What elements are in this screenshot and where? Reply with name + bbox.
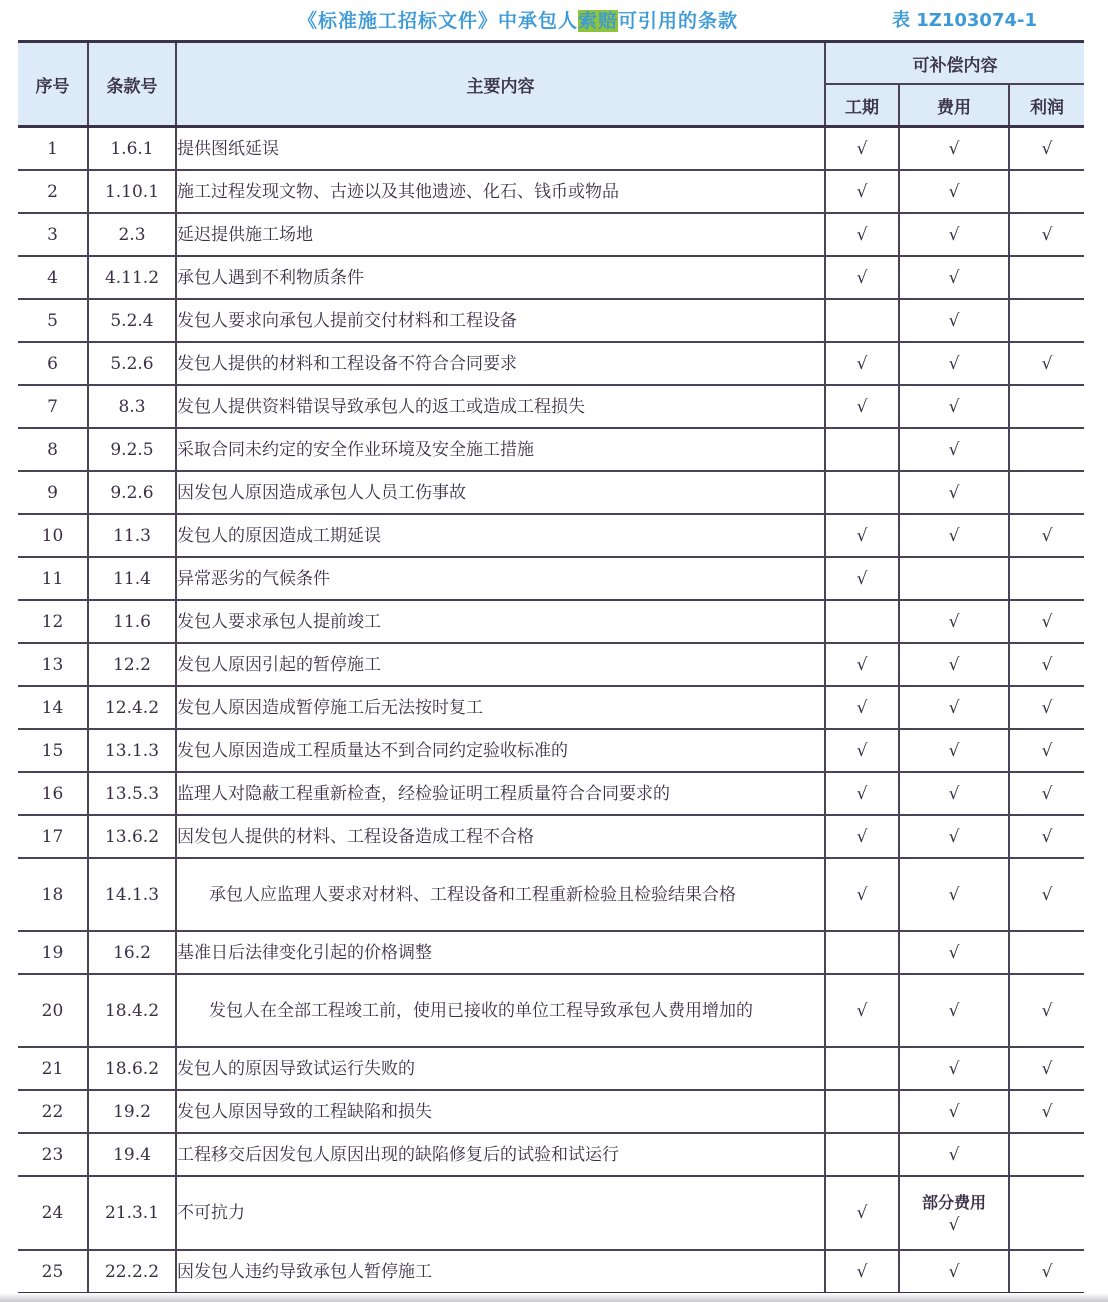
row-clause: 14.1.3 (88, 858, 176, 931)
row-seq: 20 (18, 974, 88, 1047)
check-mark-icon: √ (948, 654, 960, 675)
row-content: 不可抗力 (176, 1176, 825, 1250)
row-seq: 22 (18, 1090, 88, 1133)
row-profit (1009, 600, 1084, 643)
row-seq: 24 (18, 1176, 88, 1250)
row-profit (1009, 1250, 1084, 1294)
row-content: 发包人的原因导致试运行失败的 (176, 1047, 825, 1090)
row-time (825, 514, 899, 557)
table-row (18, 1133, 1084, 1176)
row-cost (899, 385, 1009, 428)
check-mark-icon: √ (856, 568, 868, 589)
row-time (825, 385, 899, 428)
table-row (18, 815, 1084, 858)
header-clause: 条款号 (88, 42, 176, 127)
row-seq: 23 (18, 1133, 88, 1176)
row-seq: 6 (18, 342, 88, 385)
table-row (18, 385, 1084, 428)
check-mark-icon: √ (856, 224, 868, 245)
row-profit (1009, 1090, 1084, 1133)
row-profit (1009, 858, 1084, 931)
check-mark-icon: √ (948, 826, 960, 847)
row-profit (1009, 1047, 1084, 1090)
check-mark-icon: √ (856, 1261, 868, 1282)
row-clause: 18.4.2 (88, 974, 176, 1047)
row-content: 因发包人原因造成承包人人员工伤事故 (176, 471, 825, 514)
row-seq: 7 (18, 385, 88, 428)
row-clause: 18.6.2 (88, 1047, 176, 1090)
row-clause: 16.2 (88, 931, 176, 974)
check-mark-icon: √ (856, 826, 868, 847)
row-time (825, 256, 899, 299)
check-mark-icon: √ (948, 942, 960, 963)
check-mark-icon: √ (1041, 826, 1053, 847)
row-cost (899, 213, 1009, 256)
row-seq: 13 (18, 643, 88, 686)
document-title-bar (0, 0, 1108, 36)
row-profit (1009, 974, 1084, 1047)
check-mark-icon: √ (948, 884, 960, 905)
check-mark-icon: √ (948, 697, 960, 718)
table-row (18, 1047, 1084, 1090)
check-mark-icon: √ (856, 181, 868, 202)
check-mark-icon: √ (1041, 1101, 1053, 1122)
row-content: 承包人应监理人要求对材料、工程设备和工程重新检验且检验结果合格 (176, 858, 825, 931)
header-cost: 费用 (899, 84, 1009, 127)
row-seq: 15 (18, 729, 88, 772)
row-time (825, 471, 899, 514)
table-row (18, 1090, 1084, 1133)
row-clause: 2.3 (88, 213, 176, 256)
row-seq: 5 (18, 299, 88, 342)
row-cost (899, 127, 1009, 171)
row-time (825, 1133, 899, 1176)
row-cost (899, 1090, 1009, 1133)
row-content: 提供图纸延误 (176, 127, 825, 171)
row-profit (1009, 643, 1084, 686)
check-mark-icon: √ (1041, 740, 1053, 761)
table-row (18, 299, 1084, 342)
row-content: 基准日后法律变化引起的价格调整 (176, 931, 825, 974)
row-profit (1009, 213, 1084, 256)
check-mark-icon: √ (948, 740, 960, 761)
row-cost (899, 1047, 1009, 1090)
table-body (18, 127, 1084, 1294)
table-row (18, 127, 1084, 171)
table-row (18, 729, 1084, 772)
table-row (18, 342, 1084, 385)
table-row (18, 170, 1084, 213)
row-clause: 9.2.6 (88, 471, 176, 514)
row-clause: 22.2.2 (88, 1250, 176, 1294)
header-time: 工期 (825, 84, 899, 127)
row-time (825, 643, 899, 686)
check-mark-icon: √ (1041, 783, 1053, 804)
row-clause: 5.2.4 (88, 299, 176, 342)
row-profit (1009, 514, 1084, 557)
table-row (18, 213, 1084, 256)
row-clause: 4.11.2 (88, 256, 176, 299)
check-mark-icon: √ (948, 224, 960, 245)
row-clause: 1.10.1 (88, 170, 176, 213)
check-mark-icon: √ (856, 353, 868, 374)
row-time (825, 772, 899, 815)
header-compensable: 可补偿内容 (825, 42, 1084, 85)
row-cost (899, 974, 1009, 1047)
title-prefix: 《标准施工招标文件》中承包人 (298, 10, 579, 32)
row-cost (899, 815, 1009, 858)
title-suffix: 可引用的条款 (618, 10, 739, 32)
table-row (18, 931, 1084, 974)
row-content: 承包人遇到不利物质条件 (176, 256, 825, 299)
check-mark-icon: √ (1041, 697, 1053, 718)
row-seq: 10 (18, 514, 88, 557)
row-seq: 12 (18, 600, 88, 643)
row-cost (899, 256, 1009, 299)
row-profit (1009, 772, 1084, 815)
row-seq: 3 (18, 213, 88, 256)
check-mark-icon: √ (948, 267, 960, 288)
row-seq: 16 (18, 772, 88, 815)
check-mark-icon: √ (856, 1203, 868, 1223)
check-mark-icon: √ (856, 740, 868, 761)
row-time (825, 299, 899, 342)
table-row (18, 974, 1084, 1047)
row-content: 施工过程发现文物、古迹以及其他遗迹、化石、钱币或物品 (176, 170, 825, 213)
row-cost (899, 1133, 1009, 1176)
claims-clause-table (18, 40, 1084, 1295)
check-mark-icon: √ (948, 138, 960, 159)
row-cost (899, 686, 1009, 729)
row-content: 异常恶劣的气候条件 (176, 557, 825, 600)
row-profit (1009, 256, 1084, 299)
row-clause: 9.2.5 (88, 428, 176, 471)
row-content: 工程移交后因发包人原因出现的缺陷修复后的试验和试运行 (176, 1133, 825, 1176)
row-profit (1009, 557, 1084, 600)
row-content: 因发包人违约导致承包人暂停施工 (176, 1250, 825, 1294)
table-row (18, 600, 1084, 643)
row-seq: 14 (18, 686, 88, 729)
header-profit: 利润 (1009, 84, 1084, 127)
row-time (825, 1250, 899, 1294)
check-mark-icon: √ (948, 482, 960, 503)
row-content: 发包人提供的材料和工程设备不符合合同要求 (176, 342, 825, 385)
row-time (825, 428, 899, 471)
row-seq: 17 (18, 815, 88, 858)
check-mark-icon: √ (948, 1101, 960, 1122)
table-row (18, 428, 1084, 471)
check-mark-icon: √ (1041, 525, 1053, 546)
row-cost (899, 471, 1009, 514)
row-cost (899, 931, 1009, 974)
row-seq: 1 (18, 127, 88, 171)
row-clause: 12.4.2 (88, 686, 176, 729)
row-content: 发包人提供资料错误导致承包人的返工或造成工程损失 (176, 385, 825, 428)
check-mark-icon: √ (948, 783, 960, 804)
check-mark-icon: √ (1041, 1058, 1053, 1079)
check-mark-icon: √ (1041, 353, 1053, 374)
row-clause: 12.2 (88, 643, 176, 686)
row-content: 发包人要求承包人提前竣工 (176, 600, 825, 643)
check-mark-icon: √ (948, 353, 960, 374)
check-mark-icon: √ (948, 181, 960, 202)
row-seq: 21 (18, 1047, 88, 1090)
row-cost (899, 1250, 1009, 1294)
row-time (825, 1047, 899, 1090)
row-clause: 1.6.1 (88, 127, 176, 171)
check-mark-icon: √ (1041, 1000, 1053, 1021)
check-mark-icon: √ (1041, 224, 1053, 245)
row-clause: 21.3.1 (88, 1176, 176, 1250)
row-profit (1009, 342, 1084, 385)
row-time (825, 127, 899, 171)
table-row (18, 514, 1084, 557)
row-clause: 5.2.6 (88, 342, 176, 385)
row-time (825, 557, 899, 600)
check-mark-icon: √ (948, 396, 960, 417)
row-time (825, 931, 899, 974)
check-mark-icon: √ (856, 654, 868, 675)
row-time (825, 600, 899, 643)
table-row (18, 256, 1084, 299)
check-mark-icon: √ (948, 1058, 960, 1079)
row-cost (899, 557, 1009, 600)
row-cost (899, 514, 1009, 557)
check-mark-icon: √ (1041, 611, 1053, 632)
row-cost-partial (899, 1176, 1009, 1250)
row-profit (1009, 931, 1084, 974)
row-profit (1009, 1176, 1084, 1250)
row-content: 发包人原因导致的工程缺陷和损失 (176, 1090, 825, 1133)
row-seq: 19 (18, 931, 88, 974)
row-cost (899, 170, 1009, 213)
row-clause: 13.5.3 (88, 772, 176, 815)
check-mark-icon: √ (856, 1000, 868, 1021)
check-mark-icon: √ (1041, 138, 1053, 159)
row-seq: 18 (18, 858, 88, 931)
check-mark-icon: √ (856, 267, 868, 288)
row-time (825, 170, 899, 213)
row-seq: 4 (18, 256, 88, 299)
table-row (18, 686, 1084, 729)
row-profit (1009, 729, 1084, 772)
row-seq: 11 (18, 557, 88, 600)
row-time (825, 729, 899, 772)
table-header (18, 42, 1084, 127)
row-content: 发包人要求向承包人提前交付材料和工程设备 (176, 299, 825, 342)
row-content: 发包人在全部工程竣工前，使用已接收的单位工程导致承包人费用增加的 (176, 974, 825, 1047)
table-row (18, 557, 1084, 600)
row-content: 发包人原因引起的暂停施工 (176, 643, 825, 686)
title-highlight: 索赔 (578, 10, 619, 32)
row-profit (1009, 299, 1084, 342)
row-seq: 8 (18, 428, 88, 471)
row-content: 发包人的原因造成工期延误 (176, 514, 825, 557)
row-time (825, 342, 899, 385)
row-clause: 11.3 (88, 514, 176, 557)
check-mark-icon: √ (948, 1215, 960, 1235)
check-mark-icon: √ (948, 1261, 960, 1282)
table-row (18, 471, 1084, 514)
check-mark-icon: √ (856, 884, 868, 905)
row-cost (899, 342, 1009, 385)
row-seq: 2 (18, 170, 88, 213)
check-mark-icon: √ (948, 1000, 960, 1021)
row-clause: 13.1.3 (88, 729, 176, 772)
row-cost (899, 428, 1009, 471)
row-content: 采取合同未约定的安全作业环境及安全施工措施 (176, 428, 825, 471)
table-row (18, 643, 1084, 686)
row-clause: 8.3 (88, 385, 176, 428)
row-cost (899, 299, 1009, 342)
check-mark-icon: √ (948, 525, 960, 546)
row-clause: 19.2 (88, 1090, 176, 1133)
table-row (18, 1250, 1084, 1294)
row-seq: 9 (18, 471, 88, 514)
row-content: 发包人原因造成暂停施工后无法按时复工 (176, 686, 825, 729)
table-title (298, 6, 738, 33)
row-profit (1009, 1133, 1084, 1176)
row-content: 发包人原因造成工程质量达不到合同约定验收标准的 (176, 729, 825, 772)
check-mark-icon: √ (1041, 1261, 1053, 1282)
row-profit (1009, 471, 1084, 514)
page-edge (0, 1293, 1108, 1302)
row-time (825, 686, 899, 729)
row-cost (899, 772, 1009, 815)
row-cost (899, 729, 1009, 772)
row-time (825, 858, 899, 931)
row-content: 监理人对隐蔽工程重新检查，经检验证明工程质量符合合同要求的 (176, 772, 825, 815)
row-content: 延迟提供施工场地 (176, 213, 825, 256)
row-profit (1009, 127, 1084, 171)
row-time (825, 974, 899, 1047)
row-time (825, 815, 899, 858)
table-row (18, 858, 1084, 931)
check-mark-icon: √ (856, 396, 868, 417)
row-profit (1009, 385, 1084, 428)
table-row (18, 1176, 1084, 1250)
header-content: 主要内容 (176, 42, 825, 127)
partial-cost-note: 部分费用 (921, 1193, 986, 1212)
row-seq: 25 (18, 1250, 88, 1294)
row-profit (1009, 815, 1084, 858)
row-profit (1009, 170, 1084, 213)
row-time (825, 1090, 899, 1133)
check-mark-icon: √ (1041, 884, 1053, 905)
row-cost (899, 600, 1009, 643)
row-profit (1009, 428, 1084, 471)
row-cost (899, 643, 1009, 686)
row-clause: 11.4 (88, 557, 176, 600)
check-mark-icon: √ (948, 439, 960, 460)
header-seq: 序号 (18, 42, 88, 127)
row-clause: 19.4 (88, 1133, 176, 1176)
table-row (18, 772, 1084, 815)
row-content: 因发包人提供的材料、工程设备造成工程不合格 (176, 815, 825, 858)
row-profit (1009, 686, 1084, 729)
row-time (825, 213, 899, 256)
check-mark-icon: √ (1041, 654, 1053, 675)
check-mark-icon: √ (948, 310, 960, 331)
row-cost (899, 858, 1009, 931)
check-mark-icon: √ (856, 525, 868, 546)
row-clause: 13.6.2 (88, 815, 176, 858)
check-mark-icon: √ (856, 138, 868, 159)
check-mark-icon: √ (948, 611, 960, 632)
check-mark-icon: √ (856, 783, 868, 804)
check-mark-icon: √ (856, 697, 868, 718)
row-clause: 11.6 (88, 600, 176, 643)
row-time (825, 1176, 899, 1250)
table-code: 表 1Z103074-1 (892, 10, 1037, 31)
check-mark-icon: √ (948, 1144, 960, 1165)
